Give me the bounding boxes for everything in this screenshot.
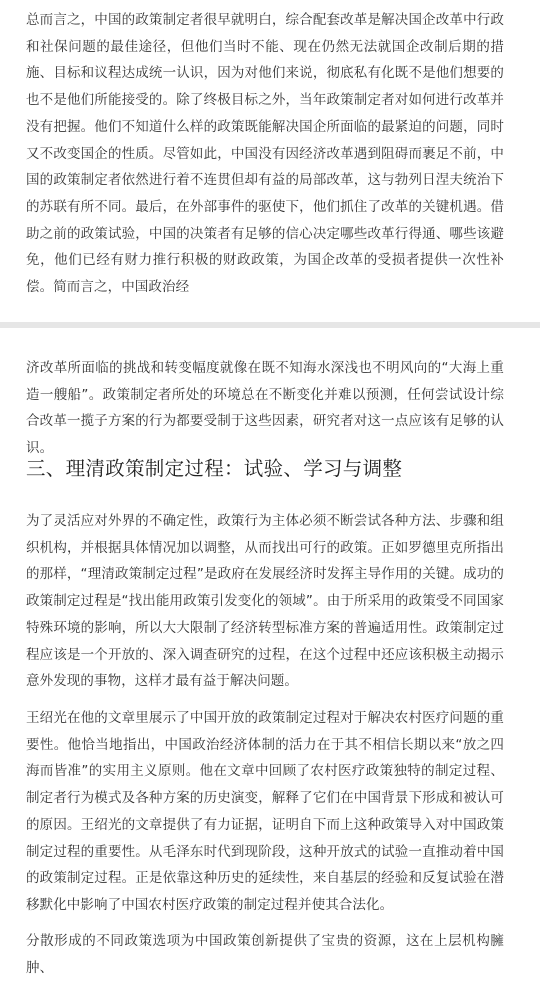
paragraph-continuation: 济改革所面临的挑战和转变幅度就像在既不知海水深浅也不明风向的“大海上重造一艘船”。政策制定者所处的环境总在不断变化并难以预测，任何尝试设计综合改革一揽子方案的行为都要受制于这些因素，研究者对这一点应该有足够的认识。 [26,360,504,457]
paragraph-body: 分散形成的不同政策选项为中国政策创新提供了宝贵的资源，这在上层机构臃肿、 [26,933,504,976]
page-top [0,0,540,322]
section-heading: 三、理清政策制定过程：试验、学习与调整 [26,457,403,480]
paragraph-body: 为了灵活应对外界的不确定性，政策行为主体必须不断尝试各种方法、步骤和组织机构，并根据具体情况加以调整，从而找出可行的政策。正如罗德里克所指出的那样，“理清政策制定过程”是政府在发展经济时发挥主导作用的关键。成功的政策制定过程是“找出能用政策引发变化的领域”。由于所采用的政策受不同国家特殊环境的影响，所以大大限制了经济转型标准方案的普遍适用性。政策制定过程应该是一个开放的、深入调查研究的过程，在这个过程中还应该积极主动揭示意外发现的事物，这样才最有益于解决问题。 [26,513,504,690]
paragraph-body: 总而言之，中国的政策制定者很早就明白，综合配套改革是解决国企改革中行政和社保问题的最佳途径，但他们当时不能、现在仍然无法就国企改制后期的措施、目标和议程达成统一认识，因为对他们来说，彻底私有化既不是他们想要的也不是他们所能接受的。除了终极目标之外，当年政策制定者对如何进行改革并没有把握。他们不知道什么样的政策既能解决国企所面临的最紧迫的问题，同时又不改变国企的性质。尽管如此，中国没有因经济改革遇到阻碍而裹足不前，中国的政策制定者依然进行着不连贯但却有益的局部改革，这与勃列日涅夫统治下的苏联有所不同。最后，在外部事件的驱使下，他们抓住了改革的关键机遇。借助之前的政策试验，中国的决策者有足够的信心决定哪些改革行得通、哪些该避免，他们已经有财力推行积极的财政政策，为国企改革的受损者提供一次性补偿。简而言之，中国政治经 [26,12,504,296]
page-bottom [0,328,540,976]
paragraph-body: 王绍光在他的文章里展示了中国开放的政策制定过程对于解决农村医疗问题的重要性。他恰当地指出，中国政治经济体制的活力在于其不相信长期以来“放之四海而皆准”的实用主义原则。他在文章中回顾了农村医疗政策独特的制定过程、制定者行为模式及各种方案的历史演变，解释了它们在中国背景下形成和被认可的原因。王绍光的文章提供了有力证据，证明自下而上这种政策导入对中国政策制定过程的重要性。从毛泽东时代到现阶段，这种开放式的试验一直推动着中国的政策制定过程。正是依靠这种历史的延续性，来自基层的经验和反复试验在潜移默化中影响了中国农村医疗政策的制定过程并使其合法化。 [26,710,504,913]
